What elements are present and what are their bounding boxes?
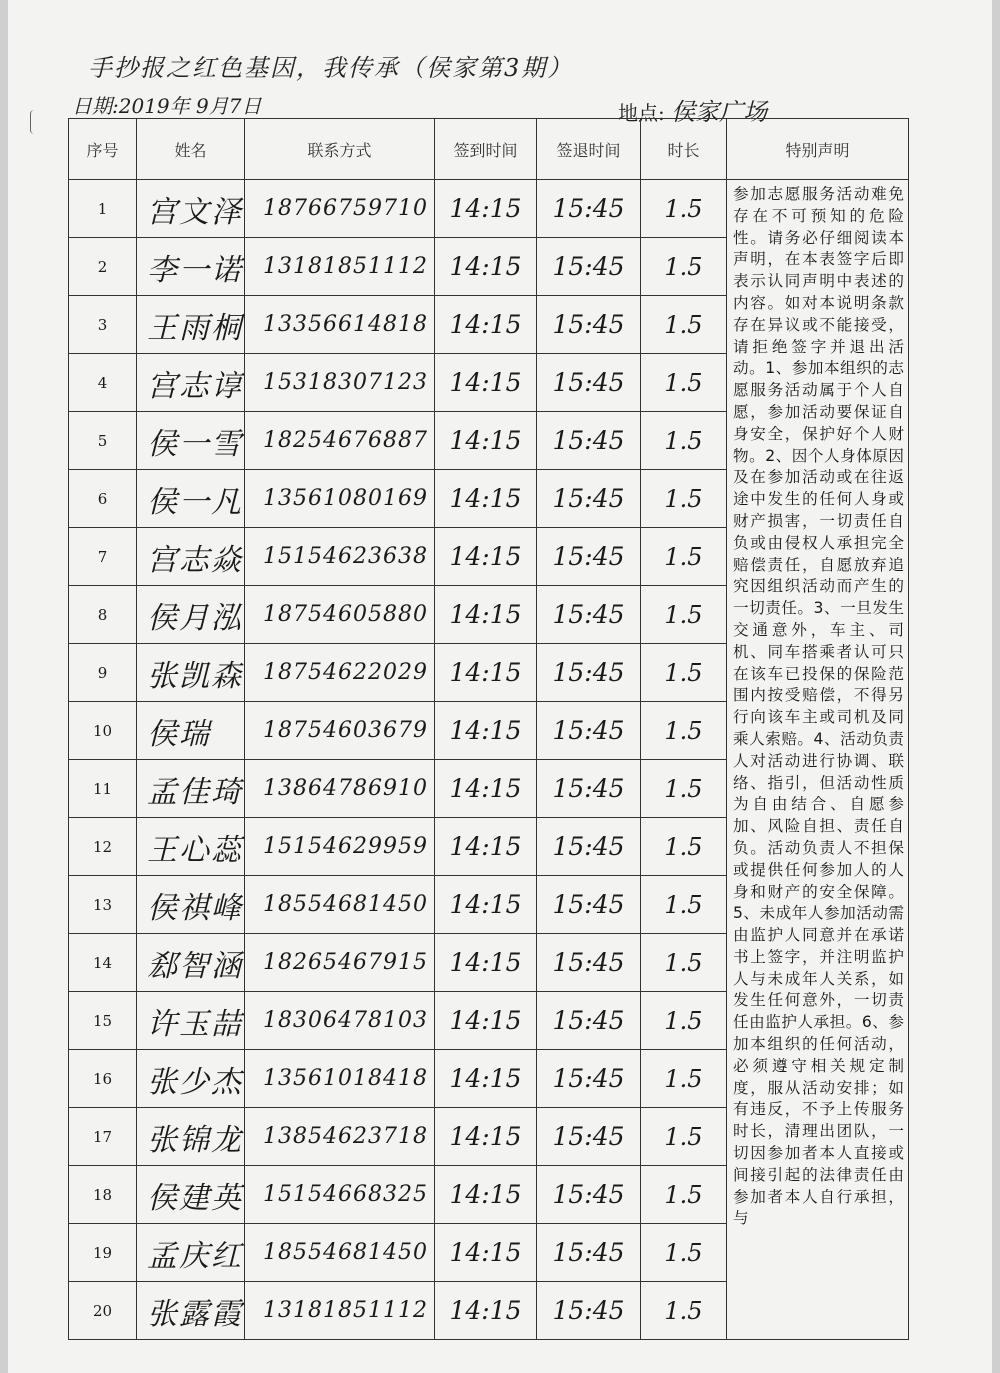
row-seq: 19 <box>69 1224 137 1282</box>
row-sign-in: 14:15 <box>435 354 537 412</box>
row-name: 王心蕊 <box>137 818 245 876</box>
row-name: 侯建英 <box>137 1166 245 1224</box>
row-seq: 20 <box>69 1282 137 1340</box>
row-duration: 1.5 <box>641 702 727 760</box>
row-seq: 9 <box>69 644 137 702</box>
row-name: 许玉喆 <box>137 992 245 1050</box>
row-phone: 13864786910 <box>245 760 435 818</box>
row-sign-out: 15:45 <box>537 180 641 238</box>
row-sign-out: 15:45 <box>537 1108 641 1166</box>
row-duration: 1.5 <box>641 760 727 818</box>
special-statement: 参加志愿服务活动难免存在不可预知的危险性。请务必仔细阅读本声明，在本表签字后即表示认同声明中表述的内容。如对本说明条款存在异议或不能接受，请拒绝签字并退出活动。1、参加本组织的志愿服务活动属于个人自愿，参加活动要保证自身安全，保护好个人财物。2、因个人身体原因及在参加活动或在往返途中发生的任何人身或财产损害，一切责任自负或由侵权人承担完全赔偿责任，自愿放弃追究因组织活动而产生的一切责任。3、一旦发生交通意外，车主、司机、同车搭乘者认可只在该车已投保的保险范围内按受赔偿，不得另行向该车主或司机及同乘人索赔。4、活动负责人对活动进行协调、联络、指引，但活动性质为自由结合、自愿参加、风险自担、责任自负。活动负责人不担保或提供任何参加人的人身和财产的安全保障。5、未成年人参加活动需由监护人同意并在承诺书上签字，并注明监护人与未成年人关系，如发生任何意外，一切责任由监护人承担。6、参加本组织的任何活动，必须遵守相关规定制度，服从活动安排；如有违反，不予上传服务时长，清理出团队，一切因参加者本人直接或间接引起的法律责任由参加者本人自行承担，与 <box>727 180 909 1340</box>
row-seq: 5 <box>69 412 137 470</box>
row-sign-in: 14:15 <box>435 1108 537 1166</box>
row-sign-out: 15:45 <box>537 354 641 412</box>
row-seq: 4 <box>69 354 137 412</box>
row-sign-in: 14:15 <box>435 238 537 296</box>
row-duration: 1.5 <box>641 470 727 528</box>
row-phone: 13356614818 <box>245 296 435 354</box>
row-name: 侯一雪 <box>137 412 245 470</box>
row-name: 宫文泽 <box>137 180 245 238</box>
table-header-row <box>69 119 909 180</box>
row-seq: 12 <box>69 818 137 876</box>
row-name: 侯月泓 <box>137 586 245 644</box>
row-sign-in: 14:15 <box>435 992 537 1050</box>
row-seq: 14 <box>69 934 137 992</box>
row-sign-in: 14:15 <box>435 528 537 586</box>
row-sign-out: 15:45 <box>537 528 641 586</box>
row-phone: 18554681450 <box>245 876 435 934</box>
row-duration: 1.5 <box>641 180 727 238</box>
date-label: 日期: <box>72 94 119 118</box>
row-phone: 13854623718 <box>245 1108 435 1166</box>
row-phone: 13181851112 <box>245 238 435 296</box>
row-sign-in: 14:15 <box>435 412 537 470</box>
row-seq: 17 <box>69 1108 137 1166</box>
row-sign-in: 14:15 <box>435 644 537 702</box>
row-duration: 1.5 <box>641 586 727 644</box>
row-phone: 18265467915 <box>245 934 435 992</box>
row-seq: 3 <box>69 296 137 354</box>
row-seq: 13 <box>69 876 137 934</box>
row-duration: 1.5 <box>641 528 727 586</box>
row-phone: 13561080169 <box>245 470 435 528</box>
volunteer-roster-table <box>68 118 909 1340</box>
row-duration: 1.5 <box>641 1224 727 1282</box>
row-sign-in: 14:15 <box>435 1282 537 1340</box>
header-statement: 特别声明 <box>727 119 909 180</box>
row-sign-in: 14:15 <box>435 1166 537 1224</box>
row-duration: 1.5 <box>641 818 727 876</box>
row-sign-out: 15:45 <box>537 760 641 818</box>
location-value: 侯家广场 <box>671 98 768 126</box>
date-value: 2019年 9月7日 <box>118 94 262 118</box>
row-phone: 18254676887 <box>245 412 435 470</box>
row-name: 张锦龙 <box>137 1108 245 1166</box>
row-seq: 8 <box>69 586 137 644</box>
row-phone: 15154668325 <box>245 1166 435 1224</box>
row-sign-out: 15:45 <box>537 238 641 296</box>
row-sign-in: 14:15 <box>435 760 537 818</box>
header-sign-in-time: 签到时间 <box>435 119 537 180</box>
row-phone: 18754622029 <box>245 644 435 702</box>
row-seq: 15 <box>69 992 137 1050</box>
table-row <box>69 180 909 238</box>
header-duration: 时长 <box>641 119 727 180</box>
row-name: 郄智涵 <box>137 934 245 992</box>
row-phone: 13561018418 <box>245 1050 435 1108</box>
sheet-title: 手抄报之红色基因，我传承（侯家第3期） <box>88 54 574 82</box>
row-name: 侯一凡 <box>137 470 245 528</box>
location-label: 地点: <box>618 101 665 125</box>
row-duration: 1.5 <box>641 934 727 992</box>
row-name: 张少杰 <box>137 1050 245 1108</box>
row-name: 宫志焱 <box>137 528 245 586</box>
row-sign-out: 15:45 <box>537 296 641 354</box>
row-sign-in: 14:15 <box>435 818 537 876</box>
row-name: 侯祺峰 <box>137 876 245 934</box>
row-seq: 18 <box>69 1166 137 1224</box>
row-phone: 13181851112 <box>245 1282 435 1340</box>
row-sign-in: 14:15 <box>435 180 537 238</box>
roster-body <box>69 180 909 1340</box>
row-seq: 1 <box>69 180 137 238</box>
row-name: 张凯森 <box>137 644 245 702</box>
row-duration: 1.5 <box>641 876 727 934</box>
row-phone: 15154623638 <box>245 528 435 586</box>
row-duration: 1.5 <box>641 644 727 702</box>
row-seq: 16 <box>69 1050 137 1108</box>
row-sign-out: 15:45 <box>537 470 641 528</box>
row-sign-in: 14:15 <box>435 470 537 528</box>
row-sign-out: 15:45 <box>537 818 641 876</box>
row-name: 孟佳琦 <box>137 760 245 818</box>
row-sign-out: 15:45 <box>537 1224 641 1282</box>
row-duration: 1.5 <box>641 238 727 296</box>
row-sign-out: 15:45 <box>537 992 641 1050</box>
row-phone: 18754605880 <box>245 586 435 644</box>
row-sign-in: 14:15 <box>435 934 537 992</box>
row-sign-out: 15:45 <box>537 1050 641 1108</box>
row-phone: 15154629959 <box>245 818 435 876</box>
row-duration: 1.5 <box>641 992 727 1050</box>
row-name: 侯瑞 <box>137 702 245 760</box>
sign-in-sheet <box>8 0 992 1373</box>
margin-pen-mark <box>30 110 39 134</box>
header-seq: 序号 <box>69 119 137 180</box>
header-name: 姓名 <box>137 119 245 180</box>
date-line <box>72 90 261 119</box>
row-duration: 1.5 <box>641 412 727 470</box>
row-seq: 2 <box>69 238 137 296</box>
row-duration: 1.5 <box>641 1050 727 1108</box>
row-duration: 1.5 <box>641 1108 727 1166</box>
row-name: 李一诺 <box>137 238 245 296</box>
header-sign-out-time: 签退时间 <box>537 119 641 180</box>
row-phone: 15318307123 <box>245 354 435 412</box>
row-phone: 18306478103 <box>245 992 435 1050</box>
row-seq: 11 <box>69 760 137 818</box>
row-duration: 1.5 <box>641 1166 727 1224</box>
row-sign-out: 15:45 <box>537 876 641 934</box>
row-name: 王雨桐 <box>137 296 245 354</box>
row-sign-in: 14:15 <box>435 586 537 644</box>
row-sign-in: 14:15 <box>435 876 537 934</box>
row-duration: 1.5 <box>641 354 727 412</box>
row-sign-out: 15:45 <box>537 644 641 702</box>
row-phone: 18754603679 <box>245 702 435 760</box>
row-duration: 1.5 <box>641 1282 727 1340</box>
row-sign-in: 14:15 <box>435 296 537 354</box>
row-sign-in: 14:15 <box>435 1224 537 1282</box>
header-contact: 联系方式 <box>245 119 435 180</box>
row-duration: 1.5 <box>641 296 727 354</box>
row-sign-in: 14:15 <box>435 1050 537 1108</box>
row-seq: 6 <box>69 470 137 528</box>
row-seq: 10 <box>69 702 137 760</box>
row-sign-in: 14:15 <box>435 702 537 760</box>
row-name: 宫志谆 <box>137 354 245 412</box>
row-sign-out: 15:45 <box>537 412 641 470</box>
row-sign-out: 15:45 <box>537 934 641 992</box>
row-sign-out: 15:45 <box>537 586 641 644</box>
row-name: 孟庆红 <box>137 1224 245 1282</box>
row-name: 张露霞 <box>137 1282 245 1340</box>
row-sign-out: 15:45 <box>537 702 641 760</box>
row-sign-out: 15:45 <box>537 1282 641 1340</box>
row-sign-out: 15:45 <box>537 1166 641 1224</box>
row-seq: 7 <box>69 528 137 586</box>
row-phone: 18554681450 <box>245 1224 435 1282</box>
row-phone: 18766759710 <box>245 180 435 238</box>
